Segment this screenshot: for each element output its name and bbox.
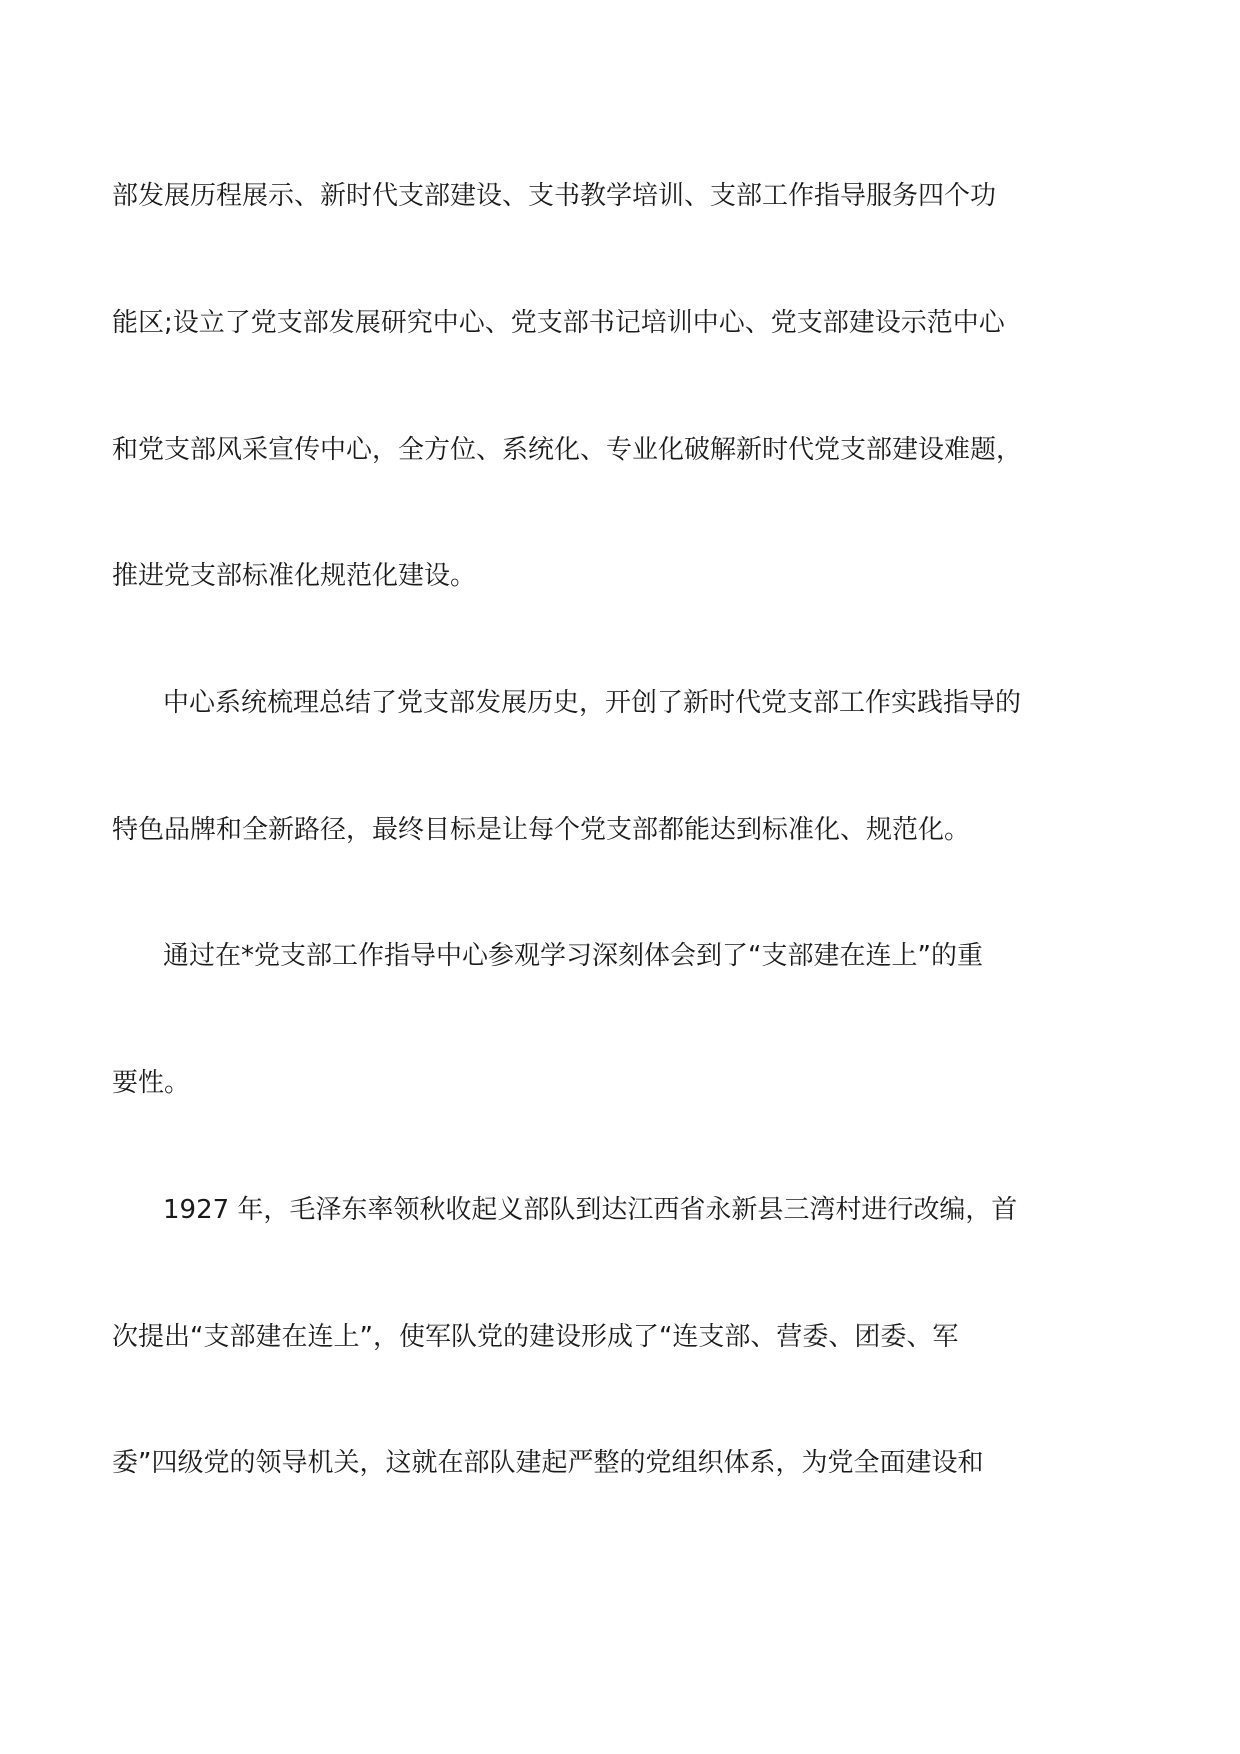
body-line: 特色品牌和全新路径，最终目标是让每个党支部都能达到标准化、规范化。 [112, 815, 971, 845]
body-line: 能区;设立了党支部发展研究中心、党支部书记培训中心、党支部建设示范中心 [112, 308, 1005, 338]
body-line: 次提出“支部建在连上”，使军队党的建设形成了“连支部、营委、团委、军 [112, 1322, 959, 1352]
body-line: 推进党支部标准化规范化建设。 [112, 561, 477, 591]
body-line: 和党支部风采宣传中心，全方位、系统化、专业化破解新时代党支部建设难题， [112, 435, 1023, 465]
body-line: 委”四级党的领导机关，这就在部队建起严整的党组织体系，为党全面建设和 [112, 1448, 984, 1478]
body-line: 要性。 [112, 1068, 191, 1098]
paragraph-first-line: 通过在*党支部工作指导中心参观学习深刻体会到了“支部建在连上”的重 [163, 941, 983, 971]
body-line: 部发展历程展示、新时代支部建设、支书教学培训、支部工作指导服务四个功 [112, 181, 997, 211]
paragraph-first-line: 中心系统梳理总结了党支部发展历史，开创了新时代党支部工作实践指导的 [163, 688, 1022, 718]
paragraph-first-line: 1927 年，毛泽东率领秋收起义部队到达江西省永新县三湾村进行改编，首 [163, 1195, 1018, 1225]
